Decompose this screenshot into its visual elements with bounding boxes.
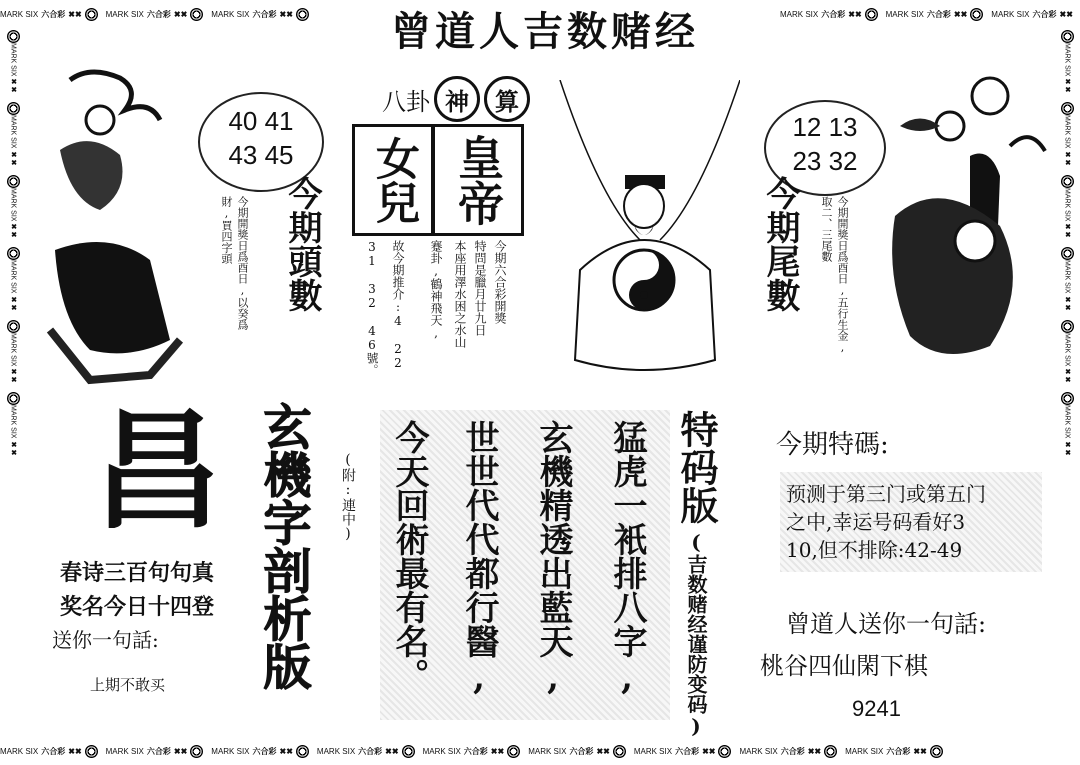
tail-numbers-note: 今期開獎日爲酉日,五行生金,取二、三尾數 [820, 196, 849, 354]
special-edition-title: 特码版 [674, 410, 718, 524]
flower-icon [865, 8, 878, 21]
border-tile: MARK SIX 六合彩 ✖✖ [106, 745, 204, 758]
flower-icon [1061, 247, 1074, 260]
border-tile: MARK SIX ✖✖ [1063, 43, 1071, 95]
flower-icon [85, 8, 98, 21]
border-tile: MARK SIX ✖✖ [1063, 332, 1071, 385]
center-col-2: 特問是臘月廿九日 [473, 240, 487, 336]
poem-line-3: 送你一句話: [52, 628, 159, 652]
poem-line-2: 奖名今日十四登 [60, 595, 215, 620]
flower-icon [402, 745, 415, 758]
prediction-line-3: 10,但不排除:42-49 [786, 538, 963, 562]
flower-icon [296, 745, 309, 758]
poem-column-1: 今天回術最有名。 [389, 420, 429, 692]
center-col-6: 31 32 46號。 [365, 240, 379, 376]
border-tile: MARK SIX 六合彩 ✖✖ [991, 9, 1073, 19]
center-col-5: 故今期推介:4 22 [391, 240, 405, 370]
border-tile: MARK SIX 六合彩 ✖✖ [317, 745, 415, 758]
flower-icon [296, 8, 309, 21]
flower-icon [1061, 175, 1074, 188]
flower-icon [1061, 392, 1074, 405]
left-border [2, 30, 24, 730]
center-col-1: 今期六合彩開獎 [493, 240, 507, 324]
flower-icon [7, 392, 20, 405]
top-border-right [780, 0, 1080, 28]
border-tile: MARK SIX ✖✖ [1063, 187, 1071, 240]
border-tile: MARK SIX 六合彩 ✖✖ [211, 745, 309, 758]
border-tile: MARK SIX 六合彩 ✖✖ [780, 8, 878, 21]
deity-illustration [540, 80, 740, 380]
flower-icon [1061, 30, 1074, 43]
border-tile: MARK SIX ✖✖ [9, 405, 17, 457]
border-tile: MARK SIX 六合彩 ✖✖ [528, 745, 626, 758]
flower-icon [718, 745, 731, 758]
big-character: 昌 [92, 395, 223, 547]
border-tile: MARK SIX 六合彩 ✖✖ [211, 8, 309, 21]
border-tile: MARK SIX 六合彩 ✖✖ [423, 745, 521, 758]
bubble-line-2: 43 45 [228, 140, 294, 170]
flower-icon [824, 745, 837, 758]
flower-icon [7, 247, 20, 260]
flower-icon [7, 102, 20, 115]
poem-line-1: 春诗三百句句真 [60, 561, 215, 586]
bubble-line-1: 12 13 [792, 112, 858, 142]
poem-column-4: 猛虎一衹排八字, [607, 420, 647, 698]
box-daughter: 女兒 [352, 124, 434, 236]
border-tile: MARK SIX 六合彩 ✖✖ [739, 745, 837, 758]
border-tile: MARK SIX ✖✖ [1063, 405, 1071, 457]
head-numbers-note: 今期開獎日爲酉日,以癸爲財,買四字頭 [220, 196, 249, 330]
center-col-4: 蹇卦,鶴神飛天, [429, 240, 443, 340]
prediction-line-1: 预测于第三门或第五门 [786, 482, 986, 506]
border-tile: MARK SIX 六合彩 ✖✖ [0, 8, 98, 21]
xuanji-note: (附:連中) [340, 452, 356, 542]
saying-text: 桃谷四仙閑下棋 [760, 652, 928, 680]
head-numbers-title: 今期頭數 [282, 176, 322, 312]
border-tile: MARK SIX ✖✖ [9, 332, 17, 385]
right-figure-illustration [880, 56, 1050, 376]
flower-icon [613, 745, 626, 758]
border-tile: MARK SIX ✖✖ [9, 260, 17, 312]
prediction-line-2: 之中,幸运号码看好3 [786, 510, 966, 534]
code-number: 9241 [852, 696, 901, 721]
border-tile: MARK SIX 六合彩 ✖✖ [106, 8, 204, 21]
flower-icon [930, 745, 943, 758]
poem-note: 上期不敢买 [90, 676, 166, 694]
left-figure-illustration [30, 60, 200, 390]
border-tile: MARK SIX ✖✖ [9, 187, 17, 240]
border-tile: MARK SIX ✖✖ [9, 43, 17, 95]
right-border [1056, 30, 1078, 730]
flower-icon [190, 745, 203, 758]
flower-icon [7, 175, 20, 188]
shen-circle: 神 [434, 76, 480, 122]
bubble-line-2: 23 32 [792, 146, 858, 176]
border-tile: MARK SIX ✖✖ [1063, 115, 1071, 167]
flower-icon [970, 8, 983, 21]
bottom-border [0, 737, 1080, 765]
center-col-3: 本座用澤水困之水山 [453, 240, 467, 348]
bubble-line-1: 40 41 [228, 106, 294, 136]
border-tile: MARK SIX ✖✖ [9, 115, 17, 167]
poem-column-2: 世世代代都行醫, [459, 420, 499, 698]
border-tile: MARK SIX ✖✖ [1063, 260, 1071, 312]
flower-icon [7, 320, 20, 333]
box-emperor: 皇帝 [432, 124, 524, 236]
suan-circle: 算 [484, 76, 530, 122]
flower-icon [190, 8, 203, 21]
flower-icon [507, 745, 520, 758]
border-tile: MARK SIX 六合彩 ✖✖ [634, 745, 732, 758]
flower-icon [1061, 102, 1074, 115]
page-title: 曾道人吉数赌经 [391, 8, 699, 55]
saying-title: 曾道人送你一句話: [786, 610, 987, 638]
bagua-prefix: 八卦 [382, 87, 430, 116]
special-code-heading: 今期特碼: [776, 430, 889, 460]
border-tile: MARK SIX 六合彩 ✖✖ [845, 745, 943, 758]
tail-numbers-title: 今期尾數 [760, 176, 800, 312]
poem-column-3: 玄機精透出藍天, [533, 420, 573, 698]
flower-icon [7, 30, 20, 43]
xuanji-title: 玄機字剖析版 [255, 402, 311, 690]
special-edition-subtitle: (吉数赌经谨防变码) [684, 530, 708, 738]
border-tile: MARK SIX 六合彩 ✖✖ [0, 745, 98, 758]
border-tile: MARK SIX 六合彩 ✖✖ [886, 8, 984, 21]
flower-icon [85, 745, 98, 758]
bagua-label [382, 76, 530, 122]
flower-icon [1061, 320, 1074, 333]
